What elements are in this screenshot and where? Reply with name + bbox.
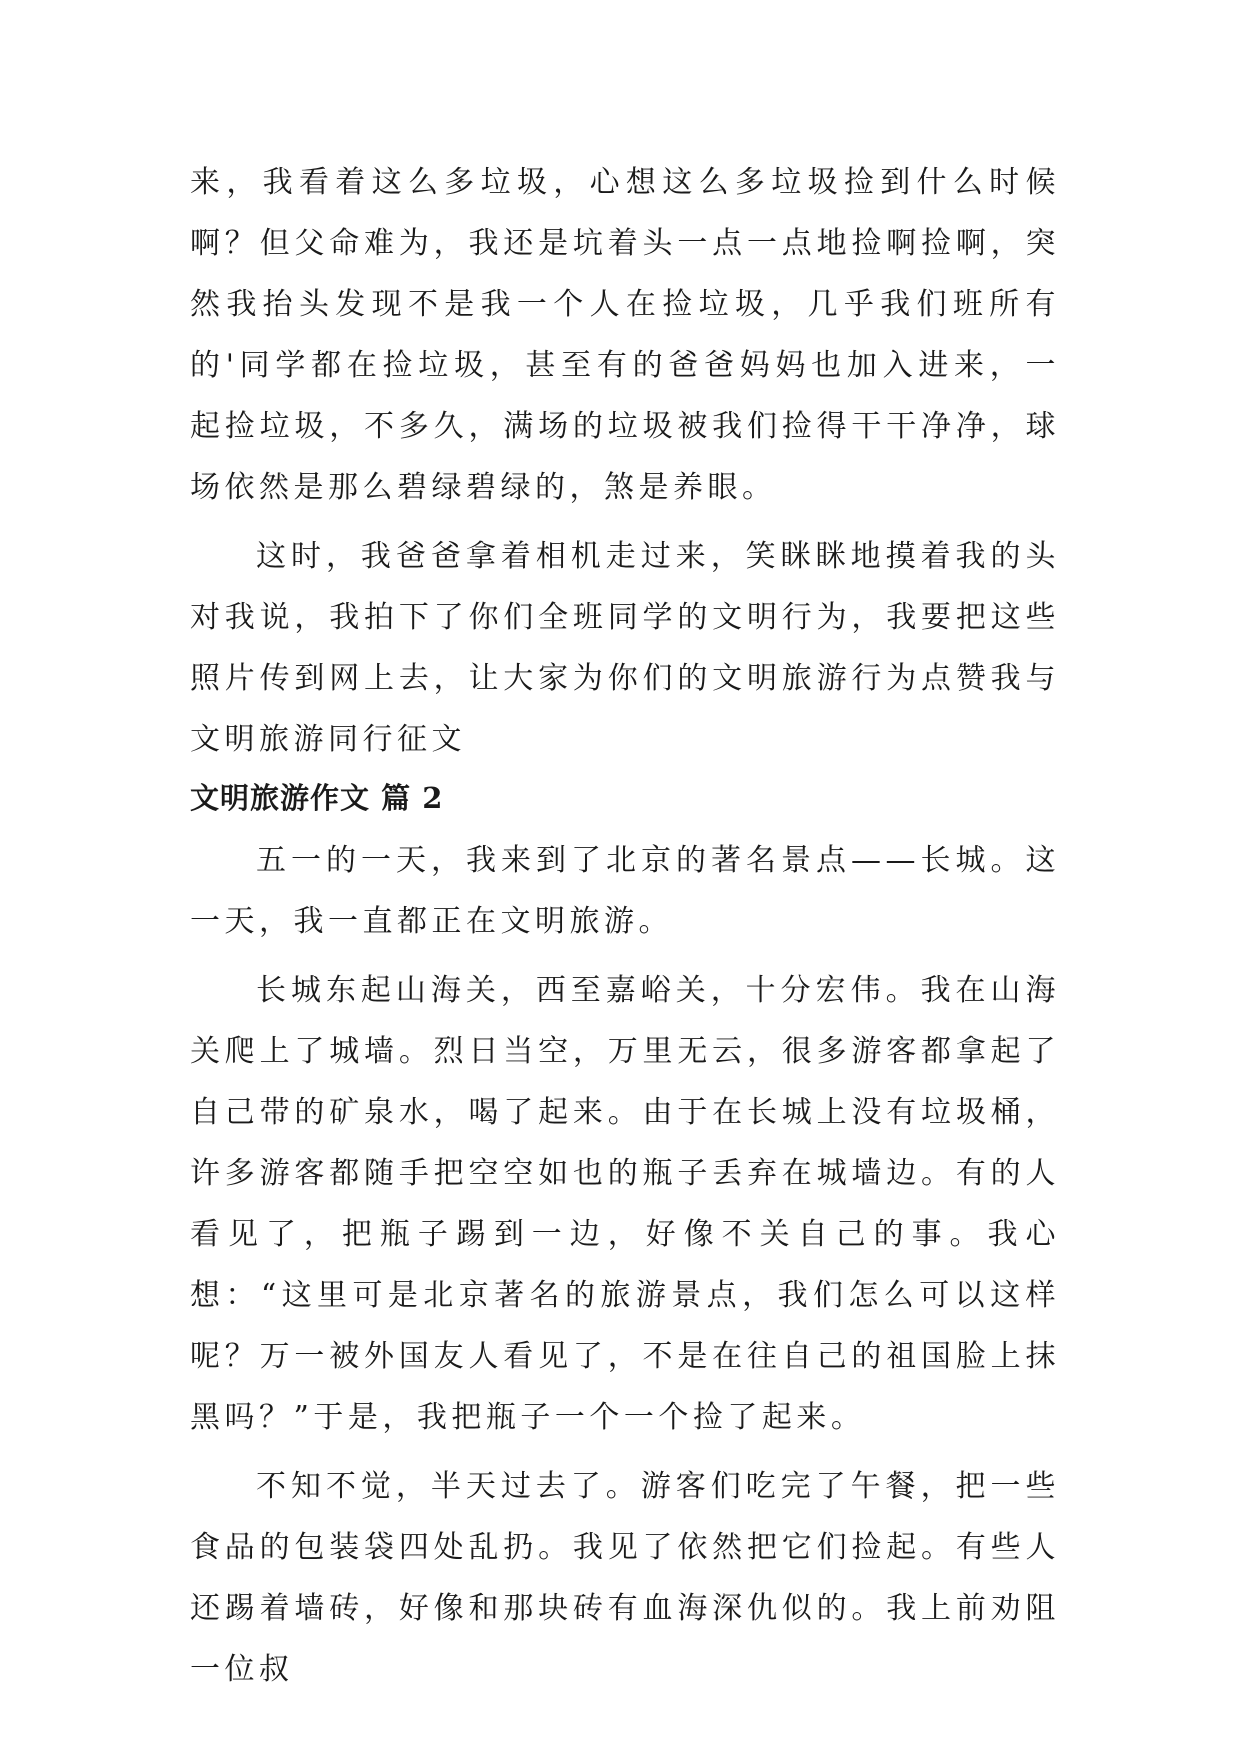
paragraph-4: 长城东起山海关，西至嘉峪关，十分宏伟。我在山海关爬上了城墙。烈日当空，万里无云，很多游客都拿起了自己带的矿泉水，喝了起来。由于在长城上没有垃圾桶，许多游客都随手把空空如也的瓶子丢弃在城墙边。有的人看见了，把瓶子踢到一边，好像不关自己的事。我心想：“这里可是北京著名的旅游景点，我们怎么可以这样呢？万一被外国友人看见了，不是在往自己的祖国脸上抹黑吗？”于是，我把瓶子一个一个捡了起来。 <box>190 973 1060 1435</box>
document-page <box>190 152 1060 1700</box>
section-heading: 文明旅游作文 篇 2 <box>190 781 444 815</box>
paragraph-3: 五一的一天，我来到了北京的著名景点——长城。这一天，我一直都正在文明旅游。 <box>190 843 1060 939</box>
paragraph-5: 不知不觉，半天过去了。游客们吃完了午餐，把一些食品的包装袋四处乱扔。我见了依然把它们捡起。有些人还踢着墙砖，好像和那块砖有血海深仇似的。我上前劝阻一位叔 <box>190 1469 1060 1687</box>
paragraph-1: 来，我看着这么多垃圾，心想这么多垃圾捡到什么时候啊？但父命难为，我还是坑着头一点一点地捡啊捡啊，突然我抬头发现不是我一个人在捡垃圾，几乎我们班所有的'同学都在捡垃圾，甚至有的爸爸妈妈也加入进来，一起捡垃圾，不多久，满场的垃圾被我们捡得干干净净，球场依然是那么碧绿碧绿的，煞是养眼。 <box>190 165 1060 505</box>
paragraph-2: 这时，我爸爸拿着相机走过来，笑眯眯地摸着我的头对我说，我拍下了你们全班同学的文明行为，我要把这些照片传到网上去，让大家为你们的文明旅游行为点赞我与文明旅游同行征文 <box>190 539 1060 757</box>
